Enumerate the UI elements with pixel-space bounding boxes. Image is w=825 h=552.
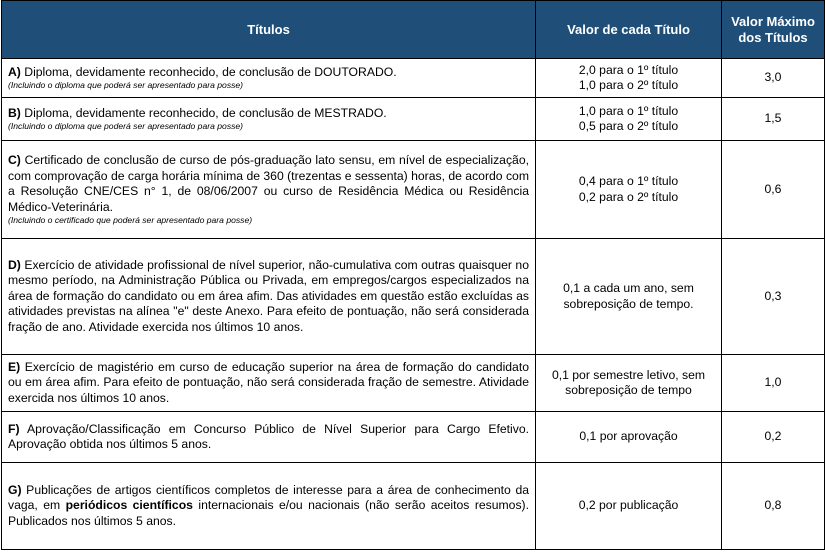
table-row: [2, 412, 825, 463]
row-d-value: [536, 239, 722, 355]
value-line: 0,4 para o 1º título: [578, 174, 679, 188]
row-f-value: [536, 412, 722, 463]
row-g-value: [536, 463, 722, 550]
row-letter: B): [8, 105, 21, 120]
row-a-title: [2, 59, 536, 98]
row-e-max: 1,0: [722, 355, 825, 412]
header-valor-maximo-line1: Valor Máximo: [731, 13, 815, 29]
value-line: 1,0 para o 1º título: [578, 103, 679, 118]
row-text: Exercício de magistério em curso de educação superior na área de formação do candidato ou em área afim. Para efeito de pontuação, não será considerada fração de semestre. Atividade exercida nos últimos 10 anos.: [8, 359, 529, 405]
row-b-title: [2, 98, 536, 141]
row-a-value: [536, 59, 722, 98]
row-e-title: [2, 355, 536, 412]
table-row: [2, 141, 825, 239]
row-e-value: [536, 355, 722, 412]
row-note: (Incluindo o certificado que poderá ser apresentado para posse): [8, 215, 253, 225]
header-valor-maximo: [722, 1, 825, 59]
header-valor-maximo-line2: dos Títulos: [738, 29, 808, 45]
value-line: sobreposição de tempo.: [563, 296, 694, 311]
row-c-title: [2, 141, 536, 239]
row-text: Diploma, devidamente reconhecido, de conclusão de DOUTORADO.: [20, 64, 397, 79]
row-text: Exercício de atividade profissional de nível superior, não-cumulativa com outras quaisquer no mesmo período, na Administração Pública ou Privada, em empregos/cargos especializados na área de formação do candidato ou em área afim. Das atividades em questão estão excluídas as atividades previstas na alínea "e" deste Anexo. Para efeito de pontuação, não será considerada fração de ano. Atividade exercida nos últimos 10 anos.: [8, 257, 529, 334]
header-titulos: Títulos: [2, 1, 536, 59]
value-line: sobreposição de tempo: [565, 383, 692, 397]
row-d-title: [2, 239, 536, 355]
row-c-value: [536, 141, 722, 239]
table-row: [2, 239, 825, 355]
row-letter: G): [8, 482, 22, 497]
value-line: 2,0 para o 1º título: [578, 62, 679, 77]
row-d-max: 0,3: [722, 239, 825, 355]
table-row: [2, 98, 825, 141]
table-row: [2, 355, 825, 412]
header-row: [2, 1, 825, 59]
row-c-max: 0,6: [722, 141, 825, 239]
row-letter: F): [8, 421, 20, 436]
row-b-max: 1,5: [722, 98, 825, 141]
row-letter: E): [8, 359, 21, 374]
row-letter: D): [8, 257, 21, 272]
row-b-value: [536, 98, 722, 141]
row-text: internacionais e/ou nacionais (não serão aceitos resumos). Publicados nos últimos 5 anos.: [8, 498, 529, 528]
row-a-max: 3,0: [722, 59, 825, 98]
value-line: 0,1 por aprovação: [579, 429, 678, 444]
table-row: [2, 59, 825, 98]
value-line: 1,0 para o 2º título: [578, 78, 679, 92]
titles-table: [1, 0, 825, 550]
row-text: Certificado de conclusão de curso de pós-graduação lato sensu, em nível de especialização, com comprovação de carga horária mínima de 360 (trezentas e sessenta) horas, de acordo com a Resolução CNE/CES n° 1, de 08/06/2007 ou curso de Residência Médica ou Residência Médico-Veterinária.: [8, 153, 529, 214]
value-line: 0,2 por publicação: [578, 498, 679, 513]
row-text: Aprovação/Classificação em Concurso Público de Nível Superior para Cargo Efetivo. Aprovação obtida nos últimos 5 anos.: [8, 421, 529, 451]
row-f-max: 0,2: [722, 412, 825, 463]
row-g-title: [2, 463, 536, 550]
row-letter: C): [8, 153, 21, 167]
row-f-title: [2, 412, 536, 463]
row-g-max: 0,8: [722, 463, 825, 550]
row-text-bold: periódicos científicos: [65, 498, 193, 513]
value-line: 0,2 para o 2º título: [578, 189, 679, 204]
row-text: Publicações de artigos científicos completos de interesse para a área de conhecimento da vaga, em: [8, 482, 529, 513]
value-line: 0,1 a cada um ano, sem: [563, 281, 694, 295]
row-note: (Incluindo o diploma que poderá ser apresentado para posse): [8, 121, 244, 132]
row-letter: A): [8, 64, 21, 79]
row-text: Diploma, devidamente reconhecido, de conclusão de MESTRADO.: [20, 105, 387, 120]
row-note: (Incluindo o diploma que poderá ser apresentado para posse): [8, 80, 244, 91]
header-valor-cada-titulo: Valor de cada Título: [536, 1, 722, 59]
value-line: 0,1 por semestre letivo, sem: [551, 367, 706, 382]
value-line: 0,5 para o 2º título: [578, 119, 679, 133]
table-row: [2, 463, 825, 550]
